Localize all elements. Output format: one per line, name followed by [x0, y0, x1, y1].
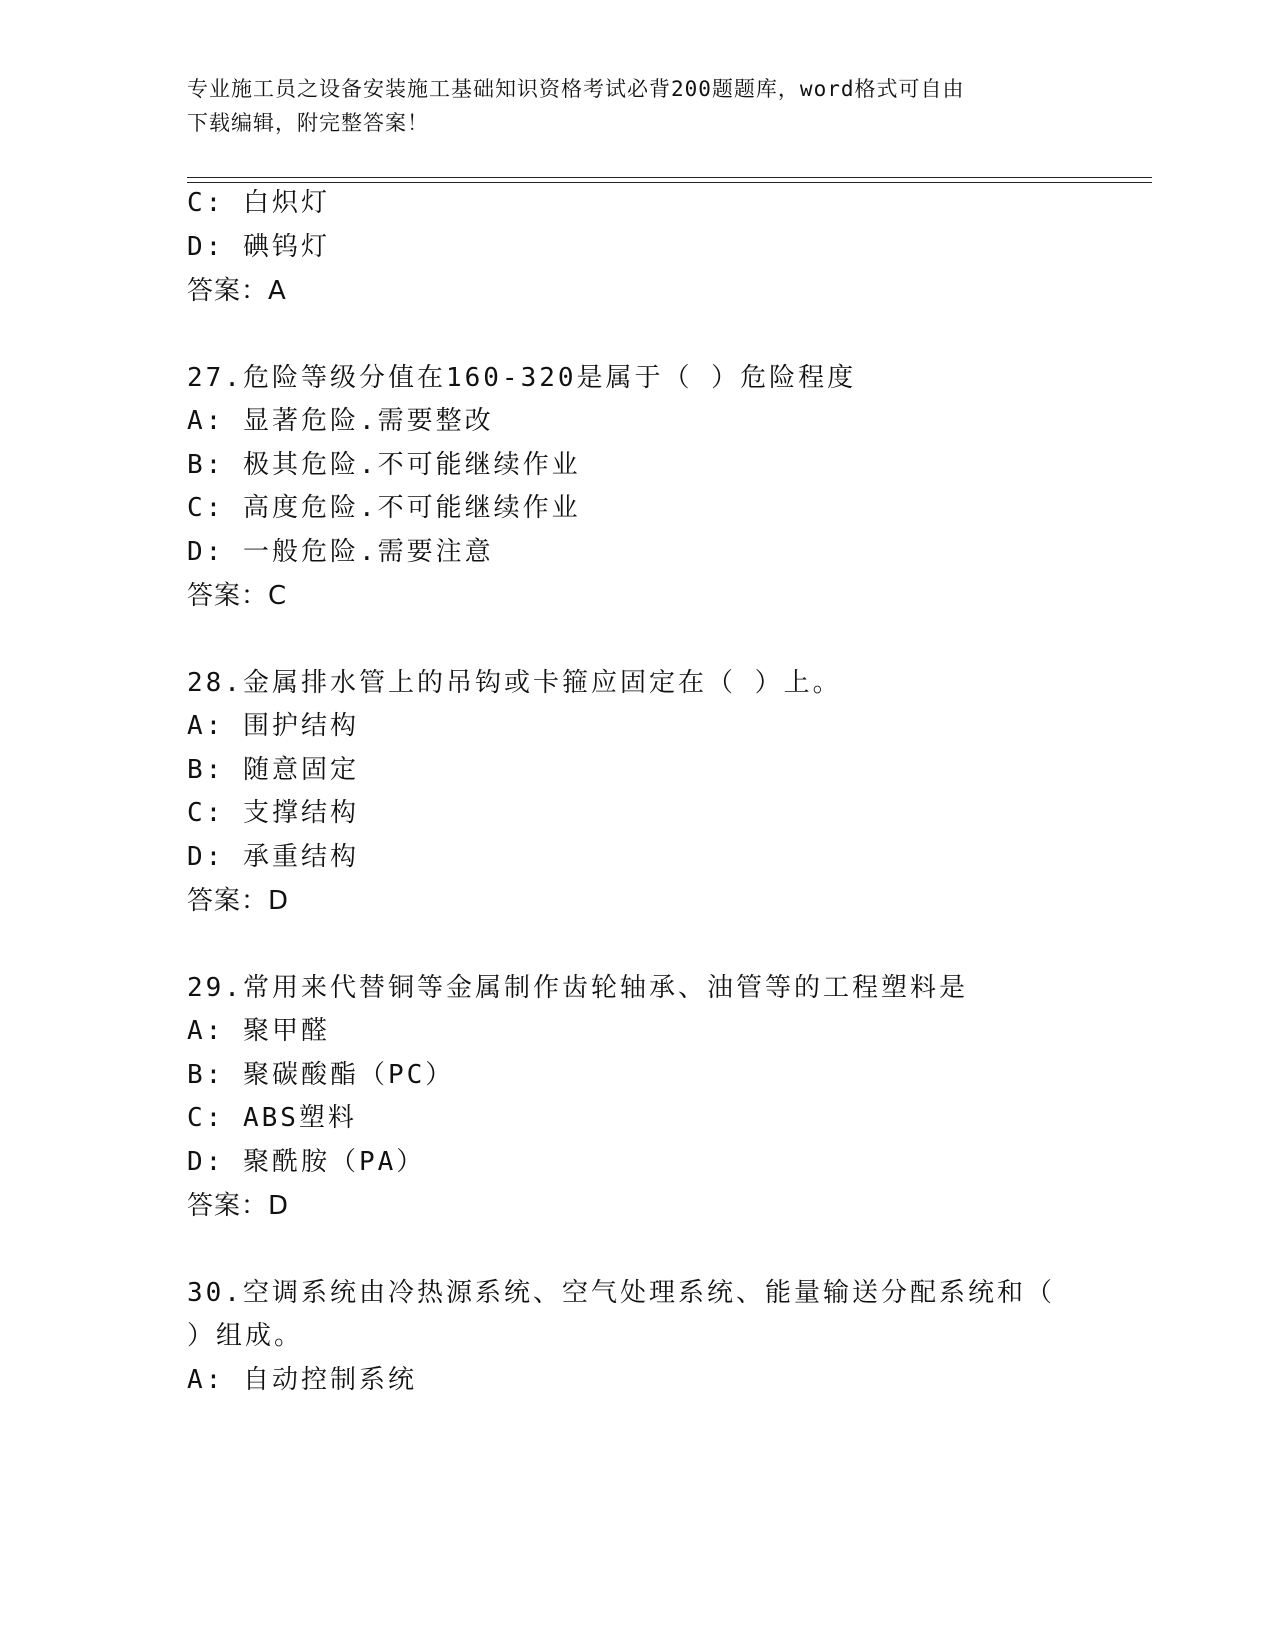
option-line: D: 聚酰胺（PA）: [187, 1147, 426, 1177]
header-rule-bottom: [187, 182, 1152, 183]
header-rule-top: [187, 177, 1152, 178]
document-header: [187, 72, 1067, 140]
option-line: D: 承重结构: [187, 842, 359, 872]
option-line: C: 高度危险.不可能继续作业: [187, 493, 581, 523]
option-line: C: 支撑结构: [187, 798, 359, 828]
answer-line: 答案：D: [187, 1191, 290, 1221]
option-line: B: 聚碳酸酯（PC）: [187, 1060, 455, 1090]
option-line: B: 随意固定: [187, 755, 359, 785]
question-line: 30.空调系统由冷热源系统、空气处理系统、能量输送分配系统和（: [187, 1278, 1055, 1308]
question-line: ）组成。: [187, 1321, 304, 1351]
option-line: C: 白炽灯: [187, 188, 330, 218]
option-line: C: ABS塑料: [187, 1103, 357, 1133]
option-line: A: 聚甲醛: [187, 1016, 330, 1046]
answer-line: 答案：C: [187, 581, 288, 611]
option-line: A: 自动控制系统: [187, 1365, 417, 1395]
answer-line: 答案：A: [187, 276, 287, 306]
answer-line: 答案：D: [187, 886, 290, 916]
question-line: 28.金属排水管上的吊钩或卡箍应固定在（ ）上。: [187, 668, 842, 698]
option-line: B: 极其危险.不可能继续作业: [187, 450, 581, 480]
question-line: 29.常用来代替铜等金属制作齿轮轴承、油管等的工程塑料是: [187, 973, 968, 1003]
option-line: A: 围护结构: [187, 711, 359, 741]
question-line: 27.危险等级分值在160-320是属于（ ）危险程度: [187, 363, 857, 393]
option-line: D: 一般危险.需要注意: [187, 537, 494, 567]
header-line-1: 专业施工员之设备安装施工基础知识资格考试必背200题题库，word格式可自由: [187, 77, 965, 101]
option-line: A: 显著危险.需要整改: [187, 406, 494, 436]
option-line: D: 碘钨灯: [187, 232, 330, 262]
header-line-2: 下载编辑，附完整答案！: [187, 111, 429, 135]
